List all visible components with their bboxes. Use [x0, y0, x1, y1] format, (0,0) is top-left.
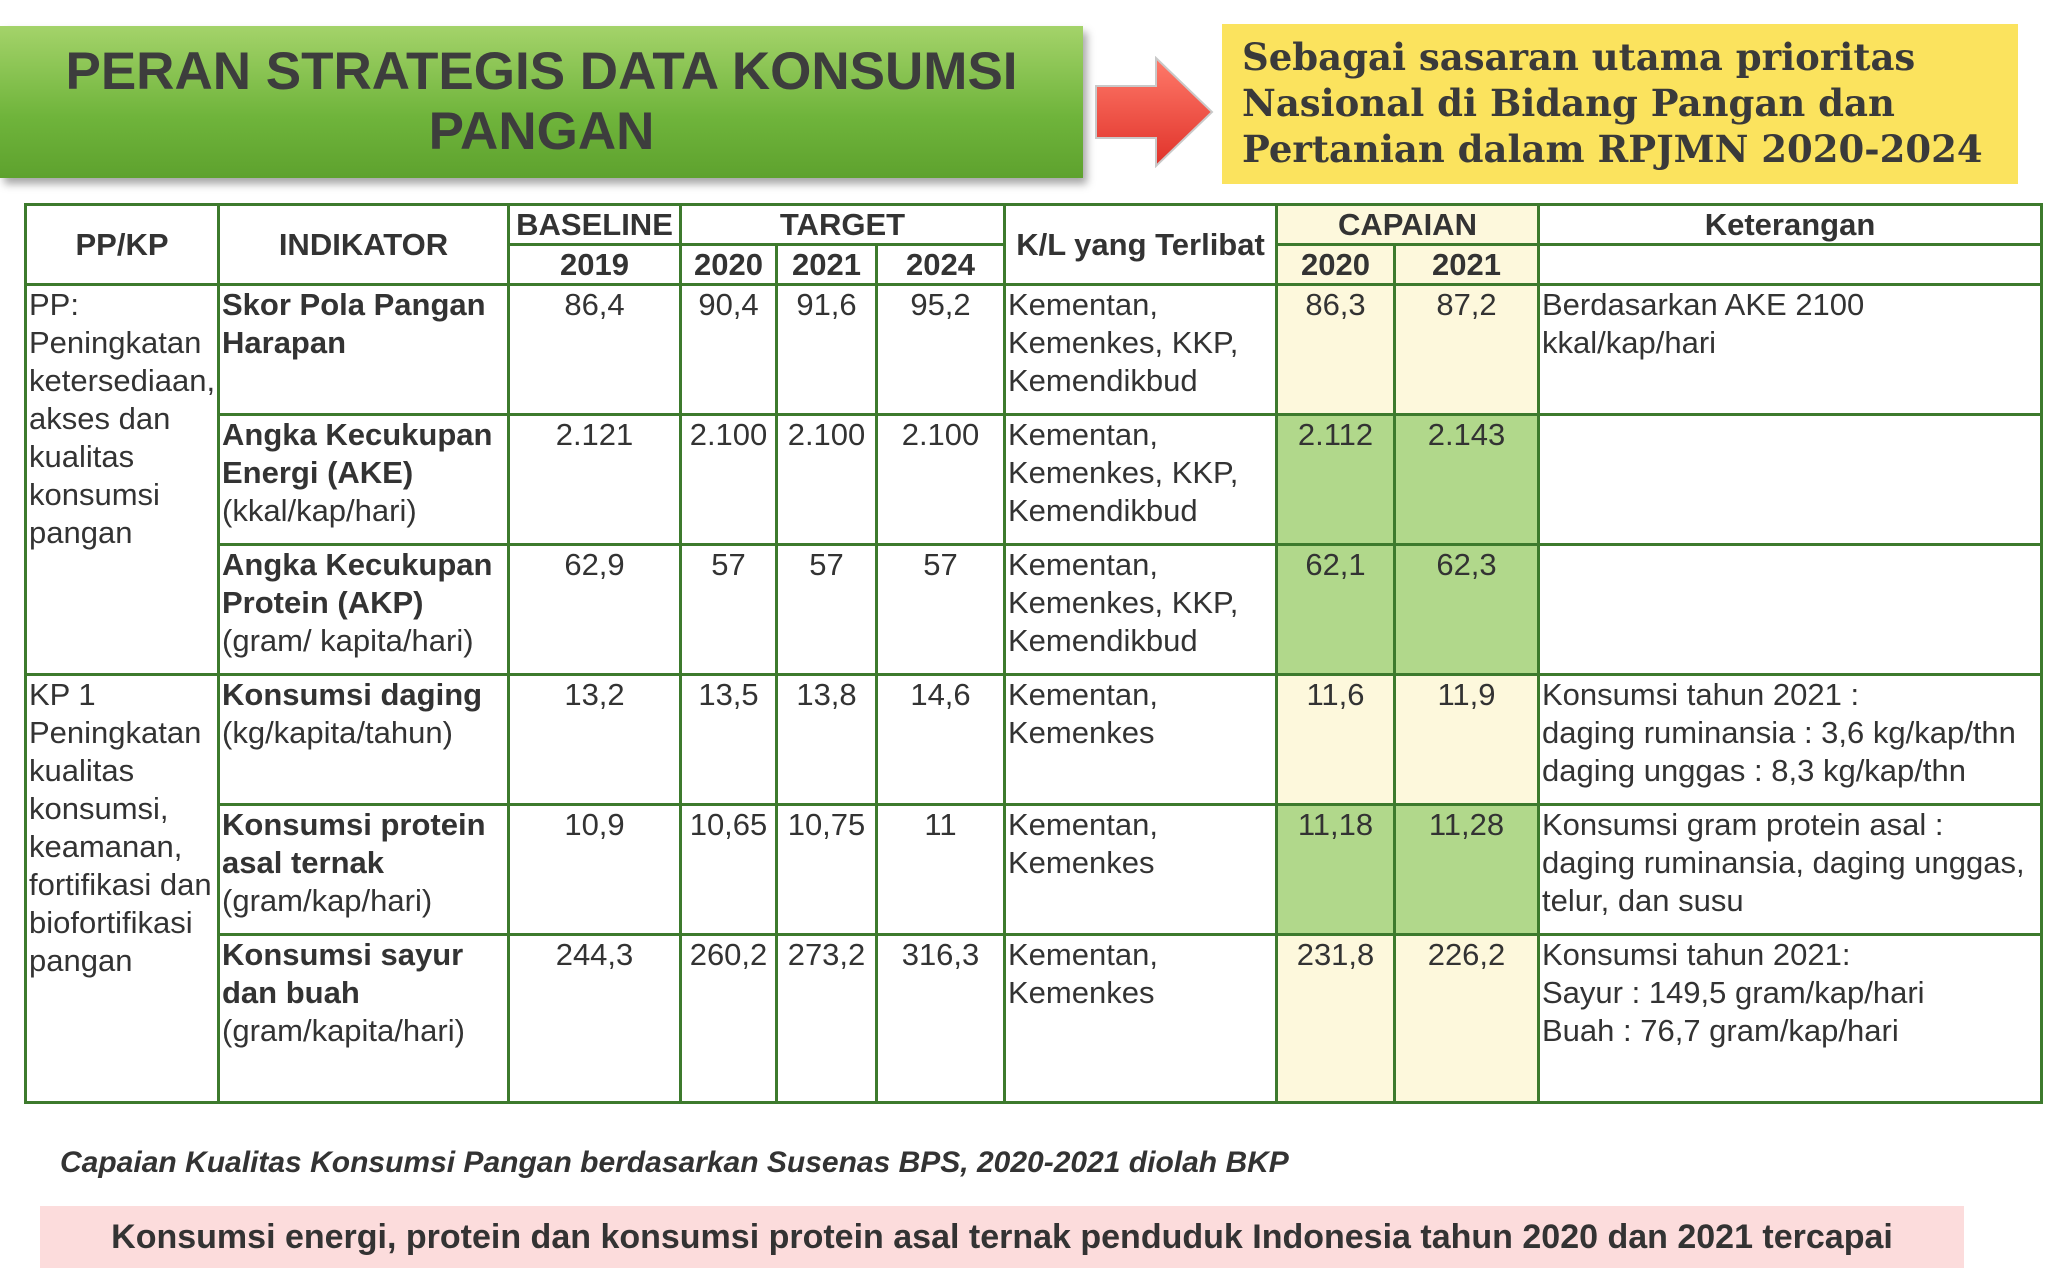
kl-cell	[1005, 545, 1277, 675]
baseline-value: 244,3	[509, 935, 681, 1103]
conclusion-text: Konsumsi energi, protein dan konsumsi protein asal ternak penduduk Indonesia tahun 2020 dan 2021 tercapai	[111, 1217, 1893, 1256]
kl-line: Kementan,	[1008, 287, 1158, 322]
header-target: TARGET	[681, 205, 1005, 245]
header-capaian: CAPAIAN	[1277, 205, 1539, 245]
table-row	[26, 285, 2042, 415]
keterangan-cell	[1539, 935, 2042, 1103]
capaian-2021: 226,2	[1395, 935, 1539, 1103]
header-target-year: 2020	[681, 245, 777, 285]
group-label: PP: Peningkatan ketersediaan, akses dan kualitas konsumsi pangan	[26, 285, 219, 675]
capaian-2020: 2.112	[1277, 415, 1395, 545]
title-banner	[0, 26, 1083, 178]
capaian-2021: 62,3	[1395, 545, 1539, 675]
kl-line: Kemenkes	[1008, 715, 1155, 750]
target-2021: 2.100	[777, 415, 877, 545]
keterangan-line: Konsumsi tahun 2021 :	[1542, 677, 1860, 712]
group-label: KP 1 Peningkatan kualitas konsumsi, keamanan, fortifikasi dan biofortifikasi pangan	[26, 675, 219, 1103]
keterangan-line: Buah : 76,7 gram/kap/hari	[1542, 1013, 1899, 1048]
indicator-table	[24, 203, 2043, 1104]
indikator-name: Angka Kecukupan Energi (AKE)	[222, 417, 493, 490]
keterangan-line: daging ruminansia : 3,6 kg/kap/thn	[1542, 715, 2016, 750]
keterangan-cell	[1539, 415, 2042, 545]
target-2020: 260,2	[681, 935, 777, 1103]
indikator-cell	[219, 935, 509, 1103]
kl-line: Kemendikbud	[1008, 493, 1198, 528]
indikator-cell	[219, 415, 509, 545]
header-capaian-year: 2021	[1395, 245, 1539, 285]
header-keterangan-blank	[1539, 245, 2042, 285]
keterangan-cell	[1539, 675, 2042, 805]
capaian-2020: 231,8	[1277, 935, 1395, 1103]
page-title: PERAN STRATEGIS DATA KONSUMSI PANGAN	[65, 42, 1018, 161]
header-target-year: 2021	[777, 245, 877, 285]
table-row	[26, 805, 2042, 935]
kl-cell	[1005, 675, 1277, 805]
capaian-2020: 86,3	[1277, 285, 1395, 415]
keterangan-line: Konsumsi gram protein asal :	[1542, 807, 1944, 842]
kl-line: Kementan,	[1008, 417, 1158, 452]
indikator-name: Angka Kecukupan Protein (AKP)	[222, 547, 493, 620]
header-keterangan: Keterangan	[1539, 205, 2042, 245]
kl-line: Kementan,	[1008, 677, 1158, 712]
baseline-value: 62,9	[509, 545, 681, 675]
header-baseline-year: 2019	[509, 245, 681, 285]
capaian-2020: 11,6	[1277, 675, 1395, 805]
keterangan-line: Konsumsi tahun 2021:	[1542, 937, 1851, 972]
keterangan-line: telur, dan susu	[1542, 883, 1744, 918]
table-row	[26, 935, 2042, 1103]
keterangan-cell	[1539, 805, 2042, 935]
table-row	[26, 415, 2042, 545]
target-2021: 57	[777, 545, 877, 675]
indikator-name: Konsumsi sayur dan buah	[222, 937, 464, 1010]
keterangan-line: Berdasarkan AKE 2100	[1542, 287, 1865, 322]
kl-line: Kementan,	[1008, 807, 1158, 842]
baseline-value: 86,4	[509, 285, 681, 415]
capaian-2021: 11,9	[1395, 675, 1539, 805]
conclusion-banner	[40, 1206, 1964, 1268]
kl-cell	[1005, 285, 1277, 415]
header-baseline: BASELINE	[509, 205, 681, 245]
target-2020: 10,65	[681, 805, 777, 935]
note-line: Sebagai sasaran utama prioritas	[1242, 35, 1916, 79]
indikator-unit: (gram/ kapita/hari)	[222, 623, 474, 658]
capaian-2021: 11,28	[1395, 805, 1539, 935]
header-capaian-year: 2020	[1277, 245, 1395, 285]
indikator-unit: (gram/kapita/hari)	[222, 1013, 465, 1048]
indikator-cell	[219, 675, 509, 805]
indikator-cell	[219, 545, 509, 675]
keterangan-line: daging unggas : 8,3 kg/kap/thn	[1542, 753, 1966, 788]
indikator-cell	[219, 805, 509, 935]
keterangan-cell	[1539, 545, 2042, 675]
kl-line: Kemendikbud	[1008, 363, 1198, 398]
indikator-unit: (kkal/kap/hari)	[222, 493, 417, 528]
keterangan-line: daging ruminansia, daging unggas,	[1542, 845, 2025, 880]
kl-line: Kemenkes, KKP,	[1008, 325, 1239, 360]
indikator-unit: (kg/kapita/tahun)	[222, 715, 453, 750]
keterangan-line: kkal/kap/hari	[1542, 325, 1717, 360]
target-2024: 2.100	[877, 415, 1005, 545]
header-target-year: 2024	[877, 245, 1005, 285]
kl-line: Kemenkes	[1008, 975, 1155, 1010]
kl-line: Kemenkes, KKP,	[1008, 585, 1239, 620]
target-2024: 57	[877, 545, 1005, 675]
target-2024: 95,2	[877, 285, 1005, 415]
kl-line: Kementan,	[1008, 547, 1158, 582]
kl-line: Kemenkes, KKP,	[1008, 455, 1239, 490]
kl-line: Kemendikbud	[1008, 623, 1198, 658]
table-row	[26, 675, 2042, 805]
header-indikator: INDIKATOR	[219, 205, 509, 285]
target-2024: 14,6	[877, 675, 1005, 805]
capaian-2020: 62,1	[1277, 545, 1395, 675]
header-kl: K/L yang Terlibat	[1005, 205, 1277, 285]
kl-cell	[1005, 805, 1277, 935]
target-2020: 2.100	[681, 415, 777, 545]
indikator-name: Konsumsi daging	[222, 677, 483, 712]
target-2021: 273,2	[777, 935, 877, 1103]
capaian-2021: 87,2	[1395, 285, 1539, 415]
kl-cell	[1005, 935, 1277, 1103]
indikator-name: Konsumsi protein asal ternak	[222, 807, 486, 880]
baseline-value: 2.121	[509, 415, 681, 545]
priority-note	[1222, 24, 2018, 184]
target-2021: 10,75	[777, 805, 877, 935]
indikator-unit: (gram/kap/hari)	[222, 883, 433, 918]
target-2020: 57	[681, 545, 777, 675]
keterangan-line: Sayur : 149,5 gram/kap/hari	[1542, 975, 1925, 1010]
indikator-name: Skor Pola Pangan Harapan	[222, 287, 486, 360]
arrow-right-icon	[1094, 56, 1214, 168]
target-2024: 316,3	[877, 935, 1005, 1103]
note-line: Nasional di Bidang Pangan dan	[1242, 81, 1895, 125]
baseline-value: 13,2	[509, 675, 681, 805]
kl-line: Kemenkes	[1008, 845, 1155, 880]
header-ppkp: PP/KP	[26, 205, 219, 285]
target-2021: 13,8	[777, 675, 877, 805]
target-2020: 90,4	[681, 285, 777, 415]
capaian-2021: 2.143	[1395, 415, 1539, 545]
baseline-value: 10,9	[509, 805, 681, 935]
source-footnote: Capaian Kualitas Konsumsi Pangan berdasarkan Susenas BPS, 2020-2021 diolah BKP	[60, 1146, 1289, 1179]
note-line: Pertanian dalam RPJMN 2020-2024	[1242, 127, 1983, 171]
capaian-2020: 11,18	[1277, 805, 1395, 935]
table-row	[26, 545, 2042, 675]
target-2021: 91,6	[777, 285, 877, 415]
target-2024: 11	[877, 805, 1005, 935]
kl-line: Kementan,	[1008, 937, 1158, 972]
indikator-cell	[219, 285, 509, 415]
target-2020: 13,5	[681, 675, 777, 805]
kl-cell	[1005, 415, 1277, 545]
keterangan-cell	[1539, 285, 2042, 415]
